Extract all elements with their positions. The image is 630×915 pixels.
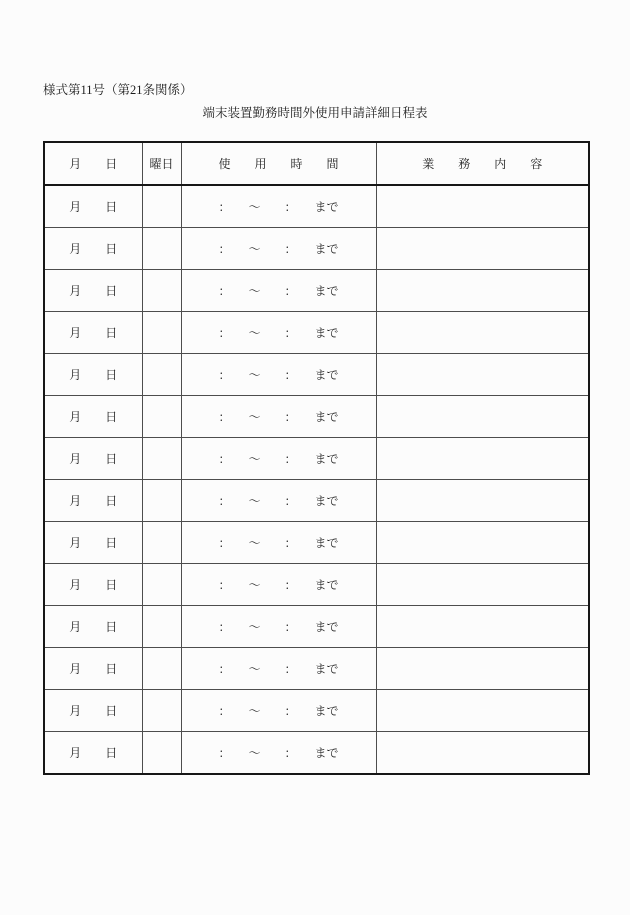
- usage-time-cell: ： 〜 ： まで: [181, 438, 376, 480]
- table-row: [44, 354, 589, 396]
- work-content-cell: [376, 354, 589, 396]
- usage-time-cell: ： 〜 ： まで: [181, 564, 376, 606]
- date-cell: 月 日: [44, 564, 142, 606]
- weekday-cell: [142, 564, 181, 606]
- date-cell: 月 日: [44, 480, 142, 522]
- table-row: [44, 228, 589, 270]
- usage-time-cell: ： 〜 ： まで: [181, 606, 376, 648]
- table-row: [44, 732, 589, 775]
- table-row: [44, 690, 589, 732]
- usage-time-cell: ： 〜 ： まで: [181, 270, 376, 312]
- table-row: [44, 312, 589, 354]
- table-row: [44, 522, 589, 564]
- usage-time-cell: ： 〜 ： まで: [181, 522, 376, 564]
- header-weekday-cell: 曜日: [142, 142, 181, 185]
- date-cell: 月 日: [44, 690, 142, 732]
- date-cell: 月 日: [44, 606, 142, 648]
- work-content-cell: [376, 185, 589, 228]
- header-row: [44, 142, 589, 185]
- form-number: 様式第11号（第21条関係）: [43, 83, 193, 97]
- work-content-cell: [376, 732, 589, 775]
- usage-time-cell: ： 〜 ： まで: [181, 354, 376, 396]
- table-row: [44, 270, 589, 312]
- work-content-cell: [376, 480, 589, 522]
- weekday-cell: [142, 228, 181, 270]
- date-cell: 月 日: [44, 228, 142, 270]
- weekday-cell: [142, 312, 181, 354]
- date-cell: 月 日: [44, 522, 142, 564]
- usage-time-cell: ： 〜 ： まで: [181, 185, 376, 228]
- usage-time-cell: ： 〜 ： まで: [181, 732, 376, 775]
- work-content-cell: [376, 438, 589, 480]
- weekday-cell: [142, 732, 181, 775]
- date-cell: 月 日: [44, 648, 142, 690]
- header-usage-time-cell: 使 用 時 間: [181, 142, 376, 185]
- work-content-cell: [376, 396, 589, 438]
- work-content-cell: [376, 564, 589, 606]
- work-content-cell: [376, 228, 589, 270]
- usage-time-cell: ： 〜 ： まで: [181, 312, 376, 354]
- work-content-cell: [376, 522, 589, 564]
- work-content-cell: [376, 270, 589, 312]
- schedule-table: [43, 141, 590, 775]
- work-content-cell: [376, 648, 589, 690]
- work-content-cell: [376, 690, 589, 732]
- table-row: [44, 185, 589, 228]
- weekday-cell: [142, 648, 181, 690]
- work-content-cell: [376, 312, 589, 354]
- table-row: [44, 396, 589, 438]
- date-cell: 月 日: [44, 354, 142, 396]
- usage-time-cell: ： 〜 ： まで: [181, 480, 376, 522]
- work-content-cell: [376, 606, 589, 648]
- table-row: [44, 438, 589, 480]
- header-work-content-cell: 業 務 内 容: [376, 142, 589, 185]
- date-cell: 月 日: [44, 438, 142, 480]
- date-cell: 月 日: [44, 185, 142, 228]
- table-row: [44, 648, 589, 690]
- weekday-cell: [142, 690, 181, 732]
- weekday-cell: [142, 185, 181, 228]
- page-title: 端末装置勤務時間外使用申請詳細日程表: [202, 106, 428, 120]
- table-row: [44, 480, 589, 522]
- weekday-cell: [142, 396, 181, 438]
- date-cell: 月 日: [44, 732, 142, 775]
- weekday-cell: [142, 480, 181, 522]
- weekday-cell: [142, 438, 181, 480]
- date-cell: 月 日: [44, 270, 142, 312]
- weekday-cell: [142, 522, 181, 564]
- date-cell: 月 日: [44, 396, 142, 438]
- table-row: [44, 564, 589, 606]
- usage-time-cell: ： 〜 ： まで: [181, 396, 376, 438]
- table-row: [44, 606, 589, 648]
- weekday-cell: [142, 270, 181, 312]
- header-date-cell: 月 日: [44, 142, 142, 185]
- usage-time-cell: ： 〜 ： まで: [181, 648, 376, 690]
- weekday-cell: [142, 606, 181, 648]
- date-cell: 月 日: [44, 312, 142, 354]
- weekday-cell: [142, 354, 181, 396]
- usage-time-cell: ： 〜 ： まで: [181, 228, 376, 270]
- usage-time-cell: ： 〜 ： まで: [181, 690, 376, 732]
